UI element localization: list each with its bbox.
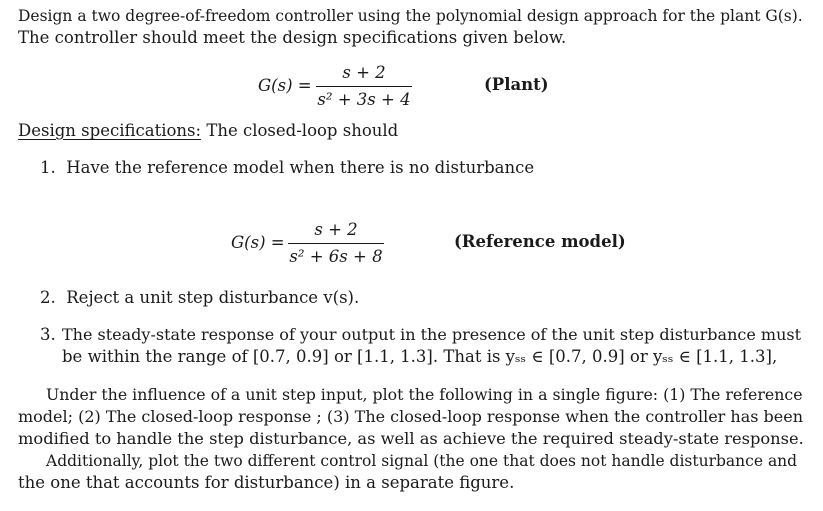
plant-numerator: s + 2 [342, 63, 386, 82]
spec-item-number: 1. [40, 158, 56, 177]
fraction-bar [316, 86, 412, 87]
paragraph-2-line-2: the one that accounts for disturbance) in a separate figure. [18, 473, 515, 492]
specs-heading-rest: The closed-loop should [201, 121, 399, 140]
specs-heading-label: Design specifications: [18, 121, 202, 140]
intro-line-2: The controller should meet the design specifications given below. [18, 28, 567, 47]
spec-item-number: 2. [40, 288, 56, 307]
paragraph-1-line-2: model; (2) The closed-loop response ; (3) The closed-loop response when the controller has been [18, 407, 804, 426]
paragraph-2-line-1: Additionally, plot the two different control signal (the one that does not handle disturbance and [46, 452, 798, 470]
reference-numerator: s + 2 [314, 220, 358, 239]
specs-heading [18, 120, 398, 142]
spec-item-3-line-1: The steady-state response of your output in the presence of the unit step disturbance must [62, 325, 802, 344]
reference-denominator: s² + 6s + 8 [289, 247, 383, 266]
plant-denominator: s² + 3s + 4 [317, 90, 411, 109]
spec-item-3-number: 3. [40, 325, 56, 344]
intro-line-1: Design a two degree-of-freedom controller using the polynomial design approach for the plant G(s). [18, 7, 803, 25]
plant-equation-lhs: G(s) = [258, 76, 312, 95]
reference-tag: (Reference model) [454, 232, 626, 251]
spec-item-1 [40, 157, 534, 179]
reference-fraction [288, 219, 384, 268]
reference-equation-lhs: G(s) = [231, 233, 285, 252]
paragraph-1-line-1: Under the influence of a unit step input, plot the following in a single figure: (1) The reference [46, 385, 803, 404]
spec-item-2 [40, 287, 359, 309]
paragraph-1-line-3: modified to handle the step disturbance, as well as achieve the required steady-state response. [18, 429, 804, 448]
fraction-bar [288, 243, 384, 244]
spec-item-text: Reject a unit step disturbance v(s). [66, 288, 360, 307]
spec-item-text: Have the reference model when there is no disturbance [66, 158, 535, 177]
plant-tag: (Plant) [484, 75, 549, 94]
plant-fraction [316, 62, 412, 111]
spec-item-3-line-2: be within the range of [0.7, 0.9] or [1.1, 1.3]. That is yₛₛ ∈ [0.7, 0.9] or yₛₛ ∈ [1.1, 1.3], [62, 347, 778, 366]
